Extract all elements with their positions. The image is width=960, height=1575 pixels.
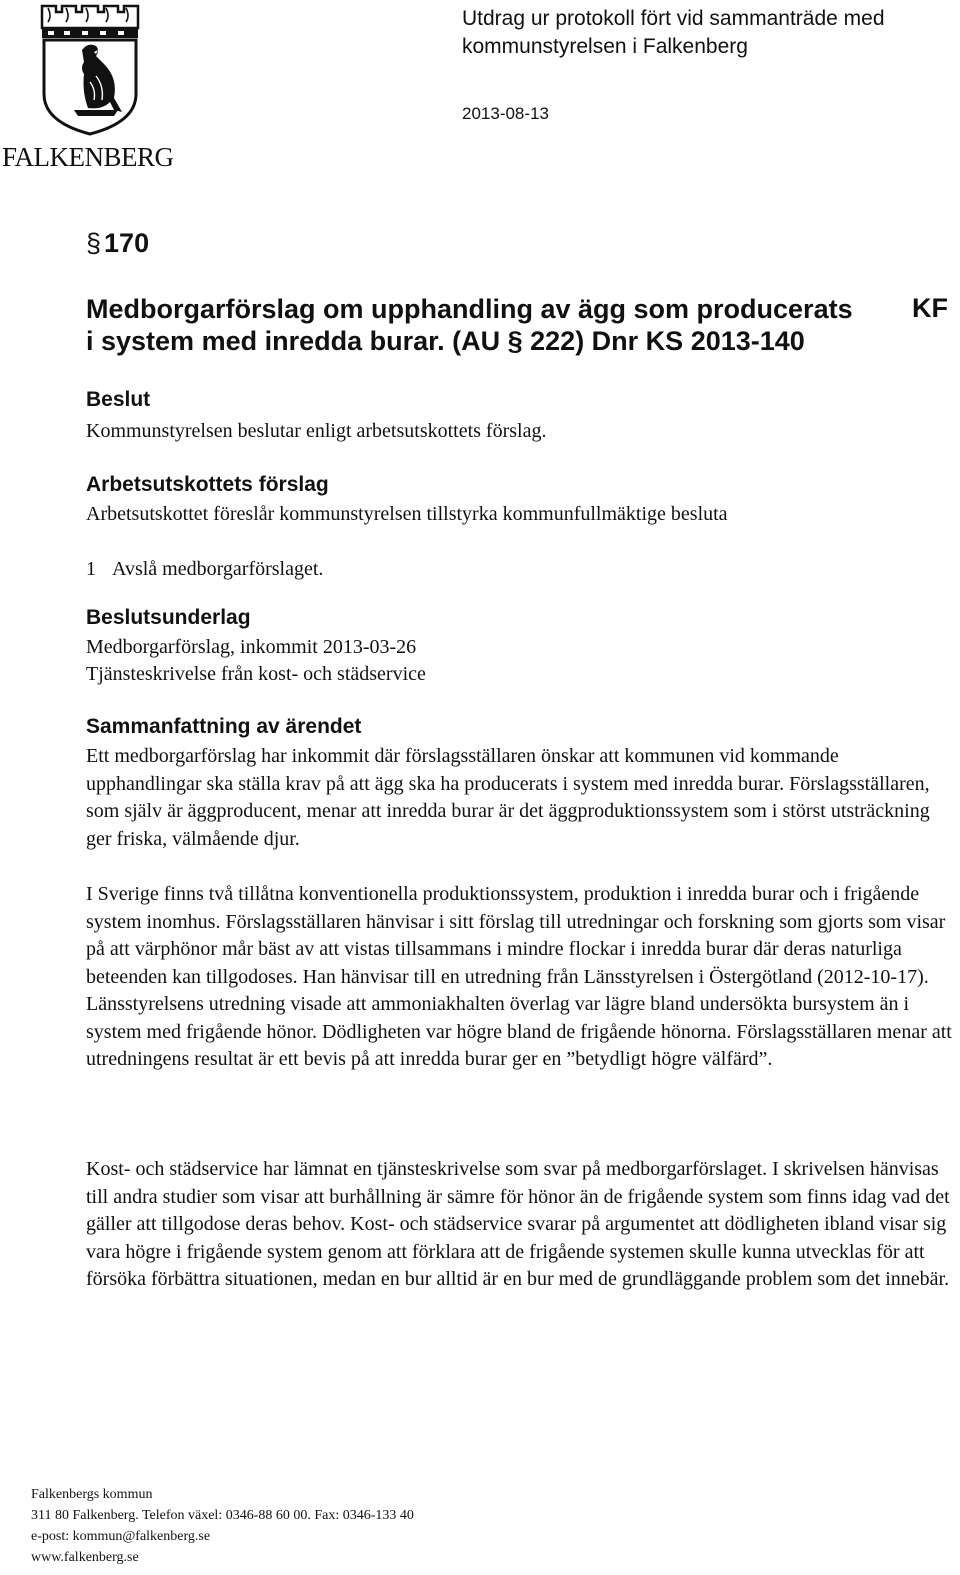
protocol-title	[462, 5, 952, 61]
case-title	[86, 293, 886, 357]
case-title-line2: i system med inredda burar. (AU § 222) Dnr KS 2013-140	[86, 326, 805, 356]
section-sign: §	[86, 228, 102, 258]
summary-heading: Sammanfattning av ärendet	[86, 715, 362, 738]
coat-of-arms-icon	[38, 2, 142, 136]
paragraph-number-value: 170	[104, 228, 150, 258]
municipality-name: FALKENBERG	[2, 142, 174, 172]
basis-line2: Tjänsteskrivelse från kost- och städservice	[86, 663, 426, 685]
basis-heading: Beslutsunderlag	[86, 606, 251, 629]
proposal-text: Arbetsutskottet föreslår kommunstyrelsen tillstyrka kommunfullmäktige besluta	[86, 503, 728, 525]
footer-address: 311 80 Falkenberg. Telefon växel: 0346-88 60 00. Fax: 0346-133 40	[31, 1508, 414, 1523]
decision-text: Kommunstyrelsen beslutar enligt arbetsutskottets förslag.	[86, 420, 547, 442]
meeting-date: 2013-08-13	[462, 104, 549, 123]
protocol-title-line1: Utdrag ur protokoll fört vid sammanträde med	[462, 7, 885, 30]
footer-email: e-post: kommun@falkenberg.se	[31, 1529, 211, 1544]
footer-website: www.falkenberg.se	[31, 1550, 139, 1565]
footer	[31, 1484, 414, 1568]
summary-paragraph-1: Ett medborgarförslag har inkommit där förslagsställaren önskar att kommunen vid kommande upphandlingar ska ställa krav på att ägg ska ha producerats i system med inredda burar. Förslagsställaren, som själv är äggproducent, menar att inredda burar är det äggproduktionssystem som i störst utsträckning ger friska, välmående djur.	[86, 745, 930, 850]
paragraph-number	[86, 228, 149, 259]
proposal-item-text: Avslå medborgarförslaget.	[112, 558, 324, 580]
protocol-title-line2: kommunstyrelsen i Falkenberg	[462, 35, 748, 58]
footer-organization: Falkenbergs kommun	[31, 1487, 153, 1502]
decision-heading: Beslut	[86, 388, 151, 411]
summary-paragraph-3: Kost- och städservice har lämnat en tjänsteskrivelse som svar på medborgarförslaget. I skrivelsen hänvisas till andra studier som visar att burhållning är sämre för hönor än de frigående system som finns idag vad det gäller att tillgodose deras behov. Kost- och städservice svarar på argumentet att dödligheten ibland visar sig vara högre i frigående system genom att förklara att de frigående systemen skulle kunna utvecklas för att försöka förbättra situationen, medan en bur alltid är en bur med de grundläggande problem som det innebär.	[86, 1158, 950, 1290]
case-title-line1: Medborgarförslag om upphandling av ägg som producerats	[86, 294, 853, 324]
addressee-label: KF	[912, 293, 948, 323]
proposal-item-number: 1	[86, 558, 96, 580]
basis-line1: Medborgarförslag, inkommit 2013-03-26	[86, 636, 417, 658]
summary-paragraph-2: I Sverige finns två tillåtna konventionella produktionssystem, produktion i inredda burar och i frigående system inomhus. Förslagsställaren hänvisar i sitt förslag till utredningar och forskning som gjorts som visar på att värphönor mår bäst av att vistas tillsammans i mindre flockar i inredda burar där deras naturliga beteenden kan tillgodoses. Han hänvisar till en utredning från Länsstyrelsen i Östergötland (2012-10-17). Länsstyrelsens utredning visade att ammoniakhalten överlag var lägre bland undersökta bursystem än i system med frigående hönor. Dödligheten var högre bland de frigående hönorna. Förslagsställaren menar att utredningens resultat är ett bevis på att inredda burar ger en ”betydligt högre välfärd”.	[86, 883, 952, 1070]
proposal-list-item	[86, 556, 956, 584]
proposal-heading: Arbetsutskottets förslag	[86, 473, 329, 496]
